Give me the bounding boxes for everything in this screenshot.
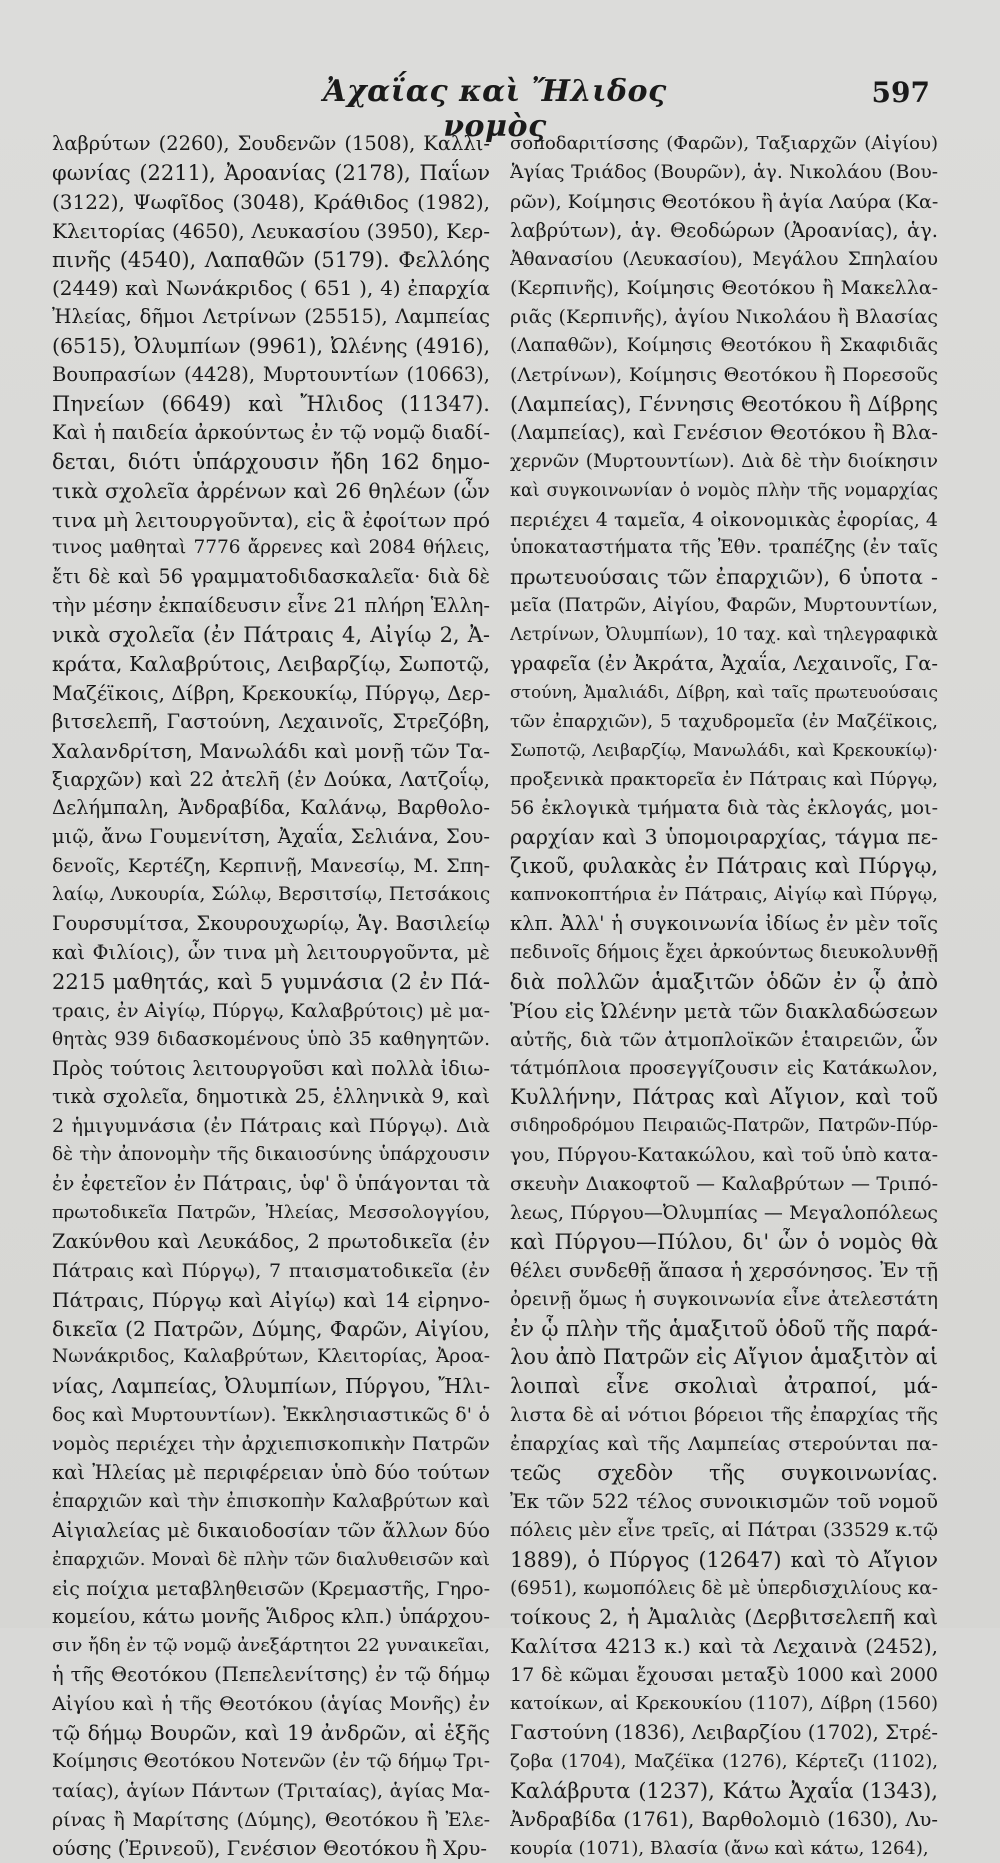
text-line: πρωτοδικεῖα Πατρῶν, Ἠλείας, Μεσσολογγίου, — [52, 1201, 490, 1223]
text-line: σιν ἤδη ἐν τῷ νομῷ ἀνεξάρτητοι 22 γυναικεῖαι, — [52, 1635, 490, 1657]
text-line: (3122), Ψωφῖδος (3048), Κράθιδος (1982), — [52, 189, 490, 214]
text-line: Βουπρασίων (4428), Μυρτουντίων (10663), — [52, 363, 490, 387]
text-line: ζοβα (1704), Μαζέϊκα (1276), Κέρτεζι (1102), — [510, 1750, 938, 1772]
text-line: 1889), ὁ Πύργος (12647) καὶ τὸ Αἴγιον — [510, 1547, 938, 1572]
text-line: Κυλλήνην, Πάτρας καὶ Αἴγιον, καὶ τοῦ — [510, 1085, 938, 1110]
text-line: περιέχει 4 ταμεῖα, 4 οἰκονομικὰς ἐφορίας, 4 — [510, 508, 938, 531]
text-line: τεῶς σχεδὸν τῆς συγκοινωνίας. — [510, 1460, 938, 1485]
text-line: κλπ. Ἀλλ' ἡ συγκοινωνία ἰδίως ἐν μὲν τοῖς — [510, 912, 938, 936]
text-line: Ἀνδραβίδα (1761), Βαρθολομιὸ (1630), Λυ- — [510, 1807, 938, 1831]
text-line: Πάτραις καὶ Πύργῳ), 7 πταισματοδικεῖα (ἐν — [52, 1259, 490, 1282]
text-line: 56 ἐκλογικὰ τμήματα διὰ τὰς ἐκλογάς, μοι- — [510, 797, 938, 820]
text-line: δὲ τὴν ἀπονομὴν τῆς δικαιοσύνης ὑπάρχουσιν — [52, 1144, 490, 1166]
page-number: 597 — [871, 76, 930, 109]
text-line: Καλίτσα 4213 κ.) καὶ τὰ Λεχαινὰ (2452), — [510, 1634, 938, 1659]
text-line: δος καὶ Μυρτουντίων). Ἐκκλησιαστικῶς δ' ὁ — [52, 1404, 490, 1427]
text-line: τινος μαθηταὶ 7776 ἄρρενες καὶ 2084 θήλεις, — [52, 537, 490, 559]
text-line: τραις, ἐν Αἰγίῳ, Πύργῳ, Καλαβρύτοις) μὲ μα- — [52, 999, 490, 1022]
text-line: (Κερπινῆς), Κοίμησις Θεοτόκου ἢ Μακελλα- — [510, 277, 938, 300]
text-line: ἐν ᾧ πλὴν τῆς ἁμαξιτοῦ ὁδοῦ τῆς παρά- — [510, 1316, 938, 1341]
text-line: κράτα, Καλαβρύτοις, Λειβαρζίῳ, Σωποτῷ, — [52, 652, 490, 677]
text-line: ἐπαρχίας καὶ τῆς Λαμπείας στερούνται πα- — [510, 1433, 938, 1456]
running-title: Ἀχαΐας καὶ Ἤλιδος νομὸς — [323, 74, 667, 144]
text-line: τῷ δήμῳ Βουρῶν, καὶ 19 ἀνδρῶν, αἱ ἑξῆς — [52, 1720, 490, 1745]
text-line: Καὶ ἡ παιδεία ἀρκούντως ἐν τῷ νομῷ διαδί- — [52, 420, 490, 444]
text-line: πινῆς (4540), Λαπαθῶν (5179). Φελλόης — [52, 247, 490, 272]
text-line: τικὰ σχολεῖα, δημοτικὰ 25, ἑλληνικὰ 9, καὶ — [52, 1085, 490, 1109]
text-line: Γαστούνη (1836), Λειβαρζίου (1702), Στρέ- — [510, 1720, 938, 1744]
text-line: (Λαμπείας), Γέννησις Θεοτόκου ἢ Δίβρης — [510, 392, 938, 417]
text-line: Νωνάκριδος, Καλαβρύτων, Κλειτορίας, Ἀροα- — [52, 1346, 490, 1368]
text-line: διὰ πολλῶν ἁμαξιτῶν ὁδῶν ἐν ᾧ ἀπὸ — [510, 969, 938, 994]
text-line: Ἁγίας Τριάδος (Βουρῶν), ἁγ. Νικολάου (Βου- — [510, 161, 938, 183]
text-line: τῶν ἐπαρχιῶν), 5 ταχυδρομεῖα (ἐν Μαζέϊκοις, — [510, 710, 938, 732]
text-line: φωνίας (2211), Ἀροανίας (2178), Παΐων — [52, 160, 490, 185]
text-line: ὀρεινῇ ὅμως ἡ συγκοινωνία εἶνε ἀτελεστάτη — [510, 1288, 938, 1310]
text-line: 17 δὲ κῶμαι ἔχουσαι μεταξὺ 1000 καὶ 2000 — [510, 1664, 938, 1687]
text-line: αὐτῆς, διὰ τῶν ἀτμοπλοϊκῶν ἑταιρειῶν, ὧν — [510, 1028, 938, 1051]
text-line: Λετρίνων, Ὀλυμπίων), 10 ταχ. καὶ τηλεγραφικὰ — [510, 625, 938, 646]
text-line: καὶ Ἠλείας μὲ περιφέρειαν ὑπὸ δύο τούτων — [52, 1460, 490, 1484]
text-line: μιῷ, ἄνω Γουμενίτση, Ἀχαΐα, Σελιάνα, Σου- — [52, 825, 490, 849]
text-line: θητὰς 939 διδασκομένους ὑπὸ 35 καθηγητῶν. — [52, 1028, 490, 1050]
text-line: καπνοκοπτήρια ἐν Πάτραις, Αἰγίῳ καὶ Πύργῳ, — [510, 884, 938, 906]
text-line: Ἠλείας, δῆμοι Λετρίνων (25515), Λαμπείας — [52, 305, 490, 329]
text-line: λεως, Πύργου—Ὀλυμπίας — Μεγαλοπόλεως — [510, 1201, 938, 1224]
text-line: λοιπαὶ εἶνε σκολιαὶ ἀτραποί, μά- — [510, 1374, 938, 1399]
text-line: ταίας), ἁγίων Πάντων (Τριταίας), ἁγίας Μα- — [52, 1779, 490, 1802]
text-line: (Λαπαθῶν), Κοίμησις Θεοτόκου ἢ Σκαφιδιᾶς — [510, 335, 938, 357]
text-line: Χαλανδρίτση, Μανωλάδι καὶ μονῇ τῶν Τα- — [52, 738, 490, 763]
text-line: νομὸς περιέχει τὴν ἀρχιεπισκοπικὴν Πατρῶν — [52, 1433, 490, 1456]
text-line: καὶ Φιλίοις), ὧν τινα μὴ λειτουργοῦντα, μὲ — [52, 940, 490, 964]
text-line: ἔτι δὲ καὶ 56 γραμματοδιδασκαλεῖα· διὰ δὲ — [52, 565, 490, 589]
text-line: ραρχίαν καὶ 3 ὑπομοιραρχίας, τάγμα πε- — [510, 825, 938, 850]
text-line: (Λαμπείας), καὶ Γενέσιον Θεοτόκου ἢ Βλα- — [510, 420, 938, 444]
text-line: Αἰγιαλείας μὲ δικαιοδοσίαν τῶν ἄλλων δύο — [52, 1518, 490, 1542]
text-line: Πάτραις, Πύργῳ καὶ Αἰγίῳ) καὶ 14 εἰρηνο- — [52, 1287, 490, 1312]
text-line: (2449) καὶ Νωνάκριδος ( 651 ), 4) ἐπαρχία — [52, 276, 490, 301]
text-line: Ἐκ τῶν 522 τέλος συνοικισμῶν τοῦ νομοῦ — [510, 1489, 938, 1513]
text-line: Κλειτορίας (4650), Λευκασίου (3950), Κερ- — [52, 218, 490, 243]
text-line: 2215 μαθητάς, καὶ 5 γυμνάσια (2 ἐν Πά- — [52, 969, 490, 994]
text-line: ἡ τῆς Θεοτόκου (Πεπελενίτσης) ἐν τῷ δήμῳ — [52, 1663, 490, 1687]
text-line: γραφεῖα (ἐν Ἀκράτα, Ἀχαΐα, Λεχαινοῖς, Γα- — [510, 652, 938, 676]
text-line: (Λετρίνων), Κοίμησις Θεοτόκου ἢ Πορεσοῦς — [510, 364, 938, 387]
text-line: τάτμόπλοια προσεγγίζουσιν εἰς Κατάκωλον, — [510, 1057, 938, 1079]
text-line: νικὰ σχολεῖα (ἐν Πάτραις 4, Αἰγίῳ 2, Ἀ- — [52, 623, 490, 648]
text-line: (6515), Ὀλυμπίων (9961), Ὠλένης (4916), — [52, 334, 490, 359]
text-line: τοίκους 2, ἡ Ἀμαλιὰς (Δερβιτσελεπῆ καὶ — [510, 1605, 938, 1630]
text-line: καὶ Πύργου—Πύλου, δι' ὧν ὁ νομὸς θὰ — [510, 1229, 938, 1254]
text-line: δενοῖς, Κερτέζη, Κερπινῇ, Μανεσίῳ, Μ. Σπη- — [52, 855, 490, 878]
text-line: Πρὸς τούτοις λειτουργοῦσι καὶ πολλὰ ἰδιω- — [52, 1056, 490, 1080]
text-line: Γουρσυμίτσα, Σκουρουχωρίῳ, Ἁγ. Βασιλείῳ — [52, 912, 490, 936]
text-line: Σωποτῷ, Λειβαρζίῳ, Μανωλάδι, καὶ Κρεκουκίῳ)· — [510, 740, 938, 761]
text-line: γου, Πύργου-Κατακώλου, καὶ τοῦ ὑπὸ κατα- — [510, 1144, 938, 1167]
text-line: ἐπαρχιῶν. Μοναὶ δὲ πλὴν τῶν διαλυθεισῶν καὶ — [52, 1548, 490, 1570]
text-line: Μαζέϊκοις, Δίβρη, Κρεκουκίῳ, Πύργῳ, Δερ- — [52, 680, 490, 705]
text-line: Ζακύνθου καὶ Λευκάδος, 2 πρωτοδικεῖα (ἐν — [52, 1229, 490, 1253]
text-line: ὑποκαταστήματα τῆς Ἐθν. τραπέζης (ἐν ταῖς — [510, 537, 938, 559]
text-line: Πηνείων (6649) καὶ Ἤλιδος (11347). — [52, 392, 490, 417]
text-line: ξιαρχῶν) καὶ 22 ἀτελῆ (ἐν Δούκα, Λατζοΐῳ, — [52, 767, 490, 791]
text-line: ζικοῦ, φυλακὰς ἐν Πάτραις καὶ Πύργῳ, — [510, 854, 938, 879]
text-line: κομείου, κάτω μονῆς Ἅιδρος κλπ.) ὑπάρχου- — [52, 1605, 490, 1629]
text-line: Αἰγίου καὶ ἡ τῆς Θεοτόκου (ἁγίας Μονῆς) ἐν — [52, 1693, 490, 1716]
text-line: κατοίκων, αἱ Κρεκουκίου (1107), Δίβρη (1560) — [510, 1693, 938, 1715]
text-line: λαίῳ, Λυκουρία, Σώλῳ, Βερσιτσίῳ, Πετσάκοις — [52, 884, 490, 906]
text-line: λου ἀπὸ Πατρῶν εἰς Αἴγιον ἁμαξιτὸν αἱ — [510, 1345, 938, 1370]
text-line: κουρία (1071), Βλασία (ἄνω καὶ κάτω, 1264), — [510, 1837, 929, 1859]
text-line: (6951), κωμοπόλεις δὲ μὲ ὑπερδισχιλίους κα- — [510, 1577, 938, 1599]
text-line: καὶ συγκοινωνίαν ὁ νομὸς πλὴν τῆς νομαρχίας — [510, 480, 938, 501]
text-line: λαβρύτων (2260), Σουδενῶν (1508), Καλλι- — [52, 132, 490, 155]
text-line: δικεῖα (2 Πατρῶν, Δύμης, Φαρῶν, Αἰγίου, — [52, 1316, 490, 1341]
text-line: τινα μὴ λειτουργοῦντα), εἰς ἃ ἐφοίτων πρό — [52, 507, 490, 532]
text-line: προξενικὰ πρακτορεῖα ἐν Πάτραις καὶ Πύργῳ, — [510, 768, 938, 790]
text-line: ούσης (Ἐρινεοῦ), Γενέσιον Θεοτόκου ἢ Χρυ- — [52, 1836, 487, 1860]
text-line: ριᾶς (Κερπινῆς), ἁγίου Νικολάου ἢ Βλασίας — [510, 306, 938, 329]
text-line: χερνῶν (Μυρτουντίων). Διὰ δὲ τὴν διοίκησιν — [510, 450, 938, 472]
text-line: βιτσελεπῆ, Γαστούνη, Λεχαινοῖς, Στρεζόβη, — [52, 709, 490, 733]
text-line: μεῖα (Πατρῶν, Αἰγίου, Φαρῶν, Μυρτουντίων, — [510, 595, 938, 617]
text-line: νίας, Λαμπείας, Ὀλυμπίων, Πύργου, Ἤλι- — [52, 1374, 490, 1399]
text-line: δεται, διότι ὑπάρχουσιν ἤδη 162 δημο- — [52, 449, 490, 474]
text-line: τικὰ σχολεῖα ἀρρένων καὶ 26 θηλέων (ὧν — [52, 478, 490, 503]
text-line: Κοίμησις Θεοτόκου Νοτενῶν (ἐν τῷ δήμῳ Τρι- — [52, 1750, 490, 1772]
text-line: σκευὴν Διακοφτοῦ — Καλαβρύτων — Τριπό- — [510, 1173, 938, 1196]
text-line: ἐπαρχιῶν καὶ τὴν ἐπισκοπὴν Καλαβρύτων καὶ — [52, 1490, 490, 1512]
text-line: λιστα δὲ αἱ νότιοι βόρειοι τῆς ἐπαρχίας τῆς — [510, 1404, 938, 1427]
text-line: ρῶν), Κοίμησις Θεοτόκου ἢ ἁγία Λαύρα (Κα- — [510, 190, 938, 213]
text-line: λαβρύτων), ἁγ. Θεοδώρων (Ἀροανίας), ἁγ. — [510, 218, 938, 242]
text-line: τὴν μέσην ἐκπαίδευσιν εἶνε 21 πλήρη Ἑλλη- — [52, 594, 490, 618]
text-line: Δελήμπαλη, Ἀνδραβίδα, Καλάνῳ, Βαρθολο- — [52, 796, 490, 820]
text-line: πόλεις μὲν εἶνε τρεῖς, αἱ Πάτραι (33529 κ.τῷ — [510, 1519, 938, 1541]
text-line: εἰς ποίχια μεταβληθεισῶν (Κρεμαστῆς, Γηρο- — [52, 1577, 490, 1600]
text-line: θέλει συνδεθῇ ἅπασα ἡ χερσόνησος. Ἐν τῇ — [510, 1258, 938, 1282]
text-line: ἐν ἐφετεῖον ἐν Πάτραις, ὑφ' ὃ ὑπάγονται τὰ — [52, 1172, 490, 1196]
text-line: πεδινοῖς δήμοις ἔχει ἀρκούντως διευκολυνθῇ — [510, 941, 938, 963]
text-line: Ἀθανασίου (Λευκασίου), Μεγάλου Σπηλαίου — [510, 248, 938, 270]
text-line: πρωτευούσαις τῶν ἐπαρχιῶν), 6 ὑποτα - — [510, 565, 938, 590]
right-column — [510, 130, 938, 1863]
text-line: στούνη, Ἀμαλιάδι, Δίβρη, καὶ ταῖς πρωτευούσαις — [510, 682, 938, 703]
left-column — [52, 130, 490, 1863]
text-line: Καλάβρυτα (1237), Κάτω Ἀχαΐα (1343), — [510, 1778, 938, 1803]
text-line: Ῥίου εἰς Ὠλένην μετὰ τῶν διακλαδώσεων — [510, 998, 938, 1023]
text-line: σιδηροδρόμου Πειραιῶς-Πατρῶν, Πατρῶν-Πύρ- — [510, 1116, 938, 1137]
text-line: ρίνας ἢ Μαρίτσης (Δύμης), Θεοτόκου ἢ Ἐλε- — [52, 1808, 490, 1831]
text-line: σοποδαριτίσσης (Φαρῶν), Ταξιαρχῶν (Αἰγίου) — [510, 133, 938, 154]
text-line: 2 ἡμιγυμνάσια (ἐν Πάτραις καὶ Πύργῳ). Διὰ — [52, 1115, 490, 1138]
